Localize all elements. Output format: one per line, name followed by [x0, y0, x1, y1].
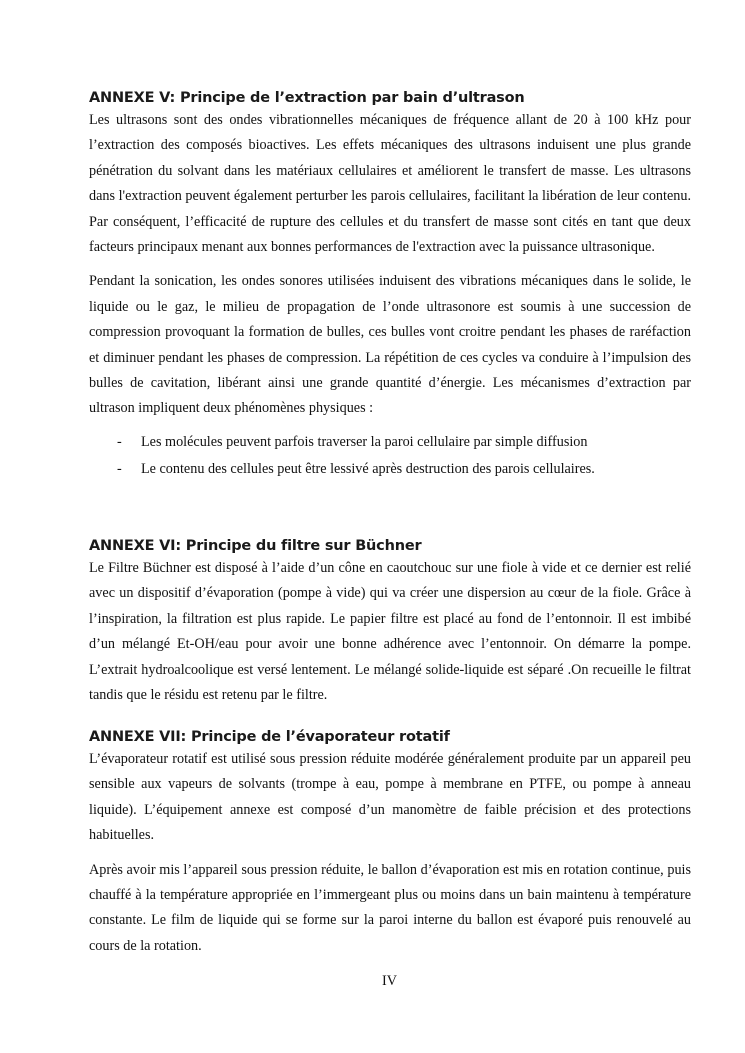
annex-vii-paragraph-2: Après avoir mis l’appareil sous pression réduite, le ballon d’évaporation est mis en rotation continue, puis chauffé à la température appropriée en l’immergeant plus ou moins dans un bain maintenu à température constante. Le film de liquide qui se forme sur la paroi interne du ballon est évaporé puis renouvelé au cours de la rotation. [89, 861, 691, 954]
annex-vii-heading: ANNEXE VII: Principe de l’évaporateur rotatif [89, 729, 450, 745]
annex-vii-paragraph-1: L’évaporateur rotatif est utilisé sous pression réduite modérée généralement produite par un appareil peu sensible aux vapeurs de solvants (trompe à eau, pompe à membrane en PTFE, ou pompe à anneau liquide). L’équipement annexe est composé d’un manomètre de faible précision et des protections habituelles. [89, 751, 691, 844]
annex-v-paragraph-2: Pendant la sonication, les ondes sonores utilisées induisent des vibrations mécaniques dans le solide, le liquide ou le gaz, le milieu de propagation de l’onde ultrasonore est soumis à une succession de compression provoquant la formation de bulles, ces bulles vont croitre pendant les phases de raréfaction et diminuer pendant les phases de compression. La répétition de ces cycles va conduire à l’impulsion des bulles de cavitation, libérant ainsi une grande quantité d’énergie. Les mécanismes d’extraction par ultrason impliquent deux phénomènes physiques : [89, 273, 691, 417]
annex-vii-section [89, 727, 691, 959]
annex-vi-section [89, 536, 691, 708]
page-number: IV [382, 973, 397, 989]
annex-vi-paragraph-1: Le Filtre Büchner est disposé à l’aide d’un cône en caoutchouc sur une fiole à vide et ce dernier est relié avec un dispositif d’évaporation (pompe à vide) qui va créer une dispersion au cœur de la fiole. Grâce à l’inspiration, la filtration est plus rapide. Le papier filtre est placé au fond de l’entonnoir. Il est imbibé d’un mélangé Et-OH/eau pour avoir une bonne adhérence avec l’entonnoir. On démarre la pompe. L’extrait hydroalcoolique est versé lentement. Le mélangé solide-liquide est séparé .On recueille le filtrat tandis que le résidu est retenu par le filtre. [89, 560, 691, 704]
annex-vi-heading: ANNEXE VI: Principe du filtre sur Büchner [89, 538, 422, 554]
bullet-dash: - [117, 460, 122, 477]
annex-v-heading: ANNEXE V: Principe de l’extraction par bain d’ultrason [89, 90, 525, 106]
annex-v-section [89, 88, 691, 483]
annex-v-paragraph-1: Les ultrasons sont des ondes vibrationnelles mécaniques de fréquence allant de 20 à 100 kHz pour l’extraction des composés bioactives. Les effets mécaniques des ultrasons induisent une plus grande pénétration du solvant dans les matériaux cellulaires et améliorent le transfert de masse. Les ultrasons dans l'extraction peuvent également perturber les parois cellulaires, facilitant la libération de leur contenu. Par conséquent, l’efficacité de rupture des cellules et du transfert de masse sont cités en tant que deux facteurs principaux menant aux bonnes performances de l'extraction avec la puissance ultrasonique. [89, 112, 691, 256]
bullet-dash: - [117, 433, 122, 450]
annex-v-bullet-list [89, 429, 691, 483]
list-item [89, 456, 691, 483]
bullet-text: Le contenu des cellules peut être lessivé après destruction des parois cellulaires. [141, 460, 595, 477]
list-item [89, 429, 691, 456]
bullet-text: Les molécules peuvent parfois traverser la paroi cellulaire par simple diffusion [141, 433, 588, 450]
